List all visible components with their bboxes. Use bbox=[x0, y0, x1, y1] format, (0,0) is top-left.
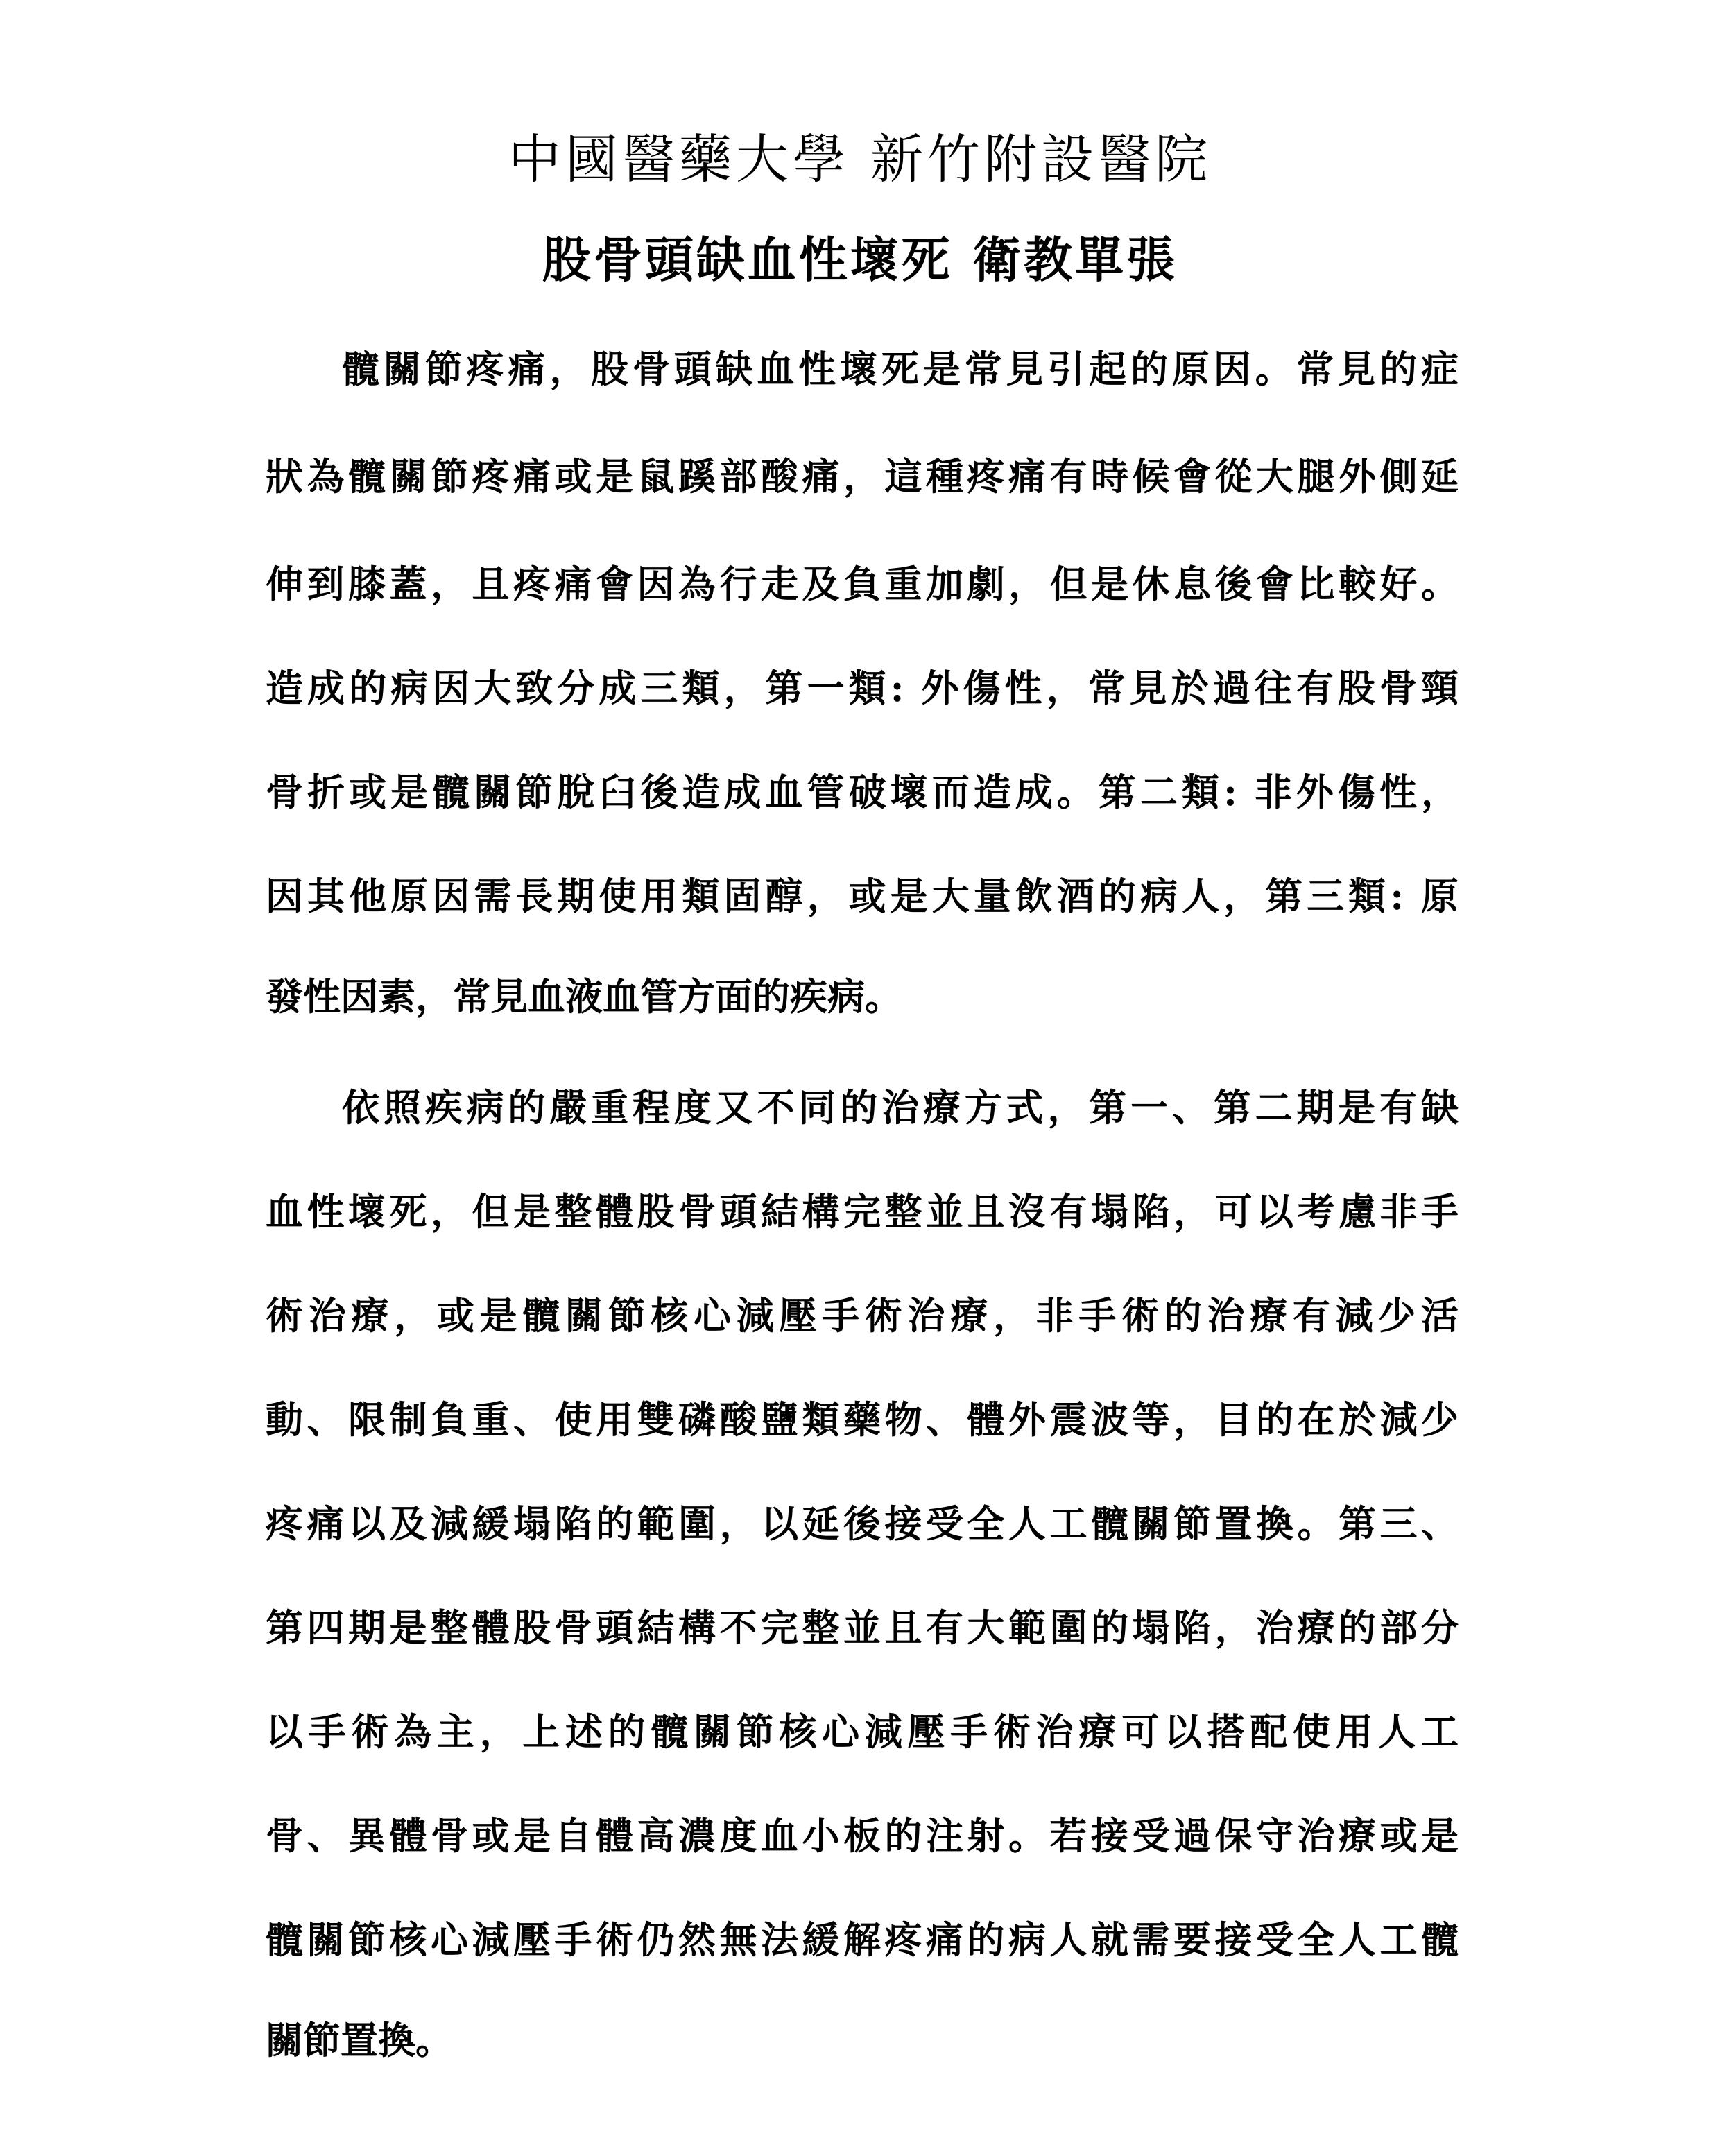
paragraph-line: 依照疾病的嚴重程度又不同的治療方式，第一、第二期是有缺 bbox=[342, 1085, 1459, 1130]
paragraph-line: 骨、異體骨或是自體高濃度血小板的注射。若接受過保守治療或是 bbox=[266, 1813, 1459, 1858]
paragraph-line: 動、限制負重、使用雙磷酸鹽類藥物、體外震波等，目的在於減少 bbox=[266, 1397, 1459, 1442]
paragraph-line: 疼痛以及減緩塌陷的範圍，以延後接受全人工髖關節置換。第三、 bbox=[266, 1501, 1459, 1546]
hospital-title: 中國醫藥大學 新竹附設醫院 bbox=[508, 128, 1212, 190]
paragraph-line: 因其他原因需長期使用類固醇，或是大量飲酒的病人，第三類: 原 bbox=[266, 874, 1459, 918]
paragraph-line: 髖關節疼痛，股骨頭缺血性壞死是常見引起的原因。常見的症 bbox=[342, 347, 1459, 391]
paragraph-line: 造成的病因大致分成三類，第一類: 外傷性，常見於過往有股骨頸 bbox=[266, 666, 1459, 710]
paragraph-line: 發性因素，常見血液血管方面的疾病。 bbox=[266, 974, 902, 1019]
paragraph-line: 以手術為主，上述的髖關節核心減壓手術治療可以搭配使用人工 bbox=[266, 1709, 1459, 1754]
paragraph-line: 血性壞死，但是整體股骨頭結構完整並且沒有塌陷，可以考慮非手 bbox=[266, 1189, 1459, 1234]
paragraph-line: 關節置換。 bbox=[266, 2018, 453, 2062]
paragraph-line: 狀為髖關節疼痛或是鼠蹊部酸痛，這種疼痛有時候會從大腿外側延 bbox=[266, 454, 1459, 499]
paragraph-line: 術治療，或是髖關節核心減壓手術治療，非手術的治療有減少活 bbox=[266, 1293, 1459, 1338]
paragraph-line: 骨折或是髖關節脫臼後造成血管破壞而造成。第二類: 非外傷性， bbox=[266, 770, 1459, 814]
paragraph-line: 髖關節核心減壓手術仍然無法緩解疼痛的病人就需要接受全人工髖 bbox=[266, 1917, 1459, 1962]
paragraph-line: 第四期是整體股骨頭結構不完整並且有大範圍的塌陷，治療的部分 bbox=[266, 1605, 1459, 1650]
leaflet-title: 股骨頭缺血性壞死 衛教單張 bbox=[542, 231, 1178, 288]
paragraph-line: 伸到膝蓋，且疼痛會因為行走及負重加劇，但是休息後會比較好。 bbox=[266, 562, 1459, 606]
